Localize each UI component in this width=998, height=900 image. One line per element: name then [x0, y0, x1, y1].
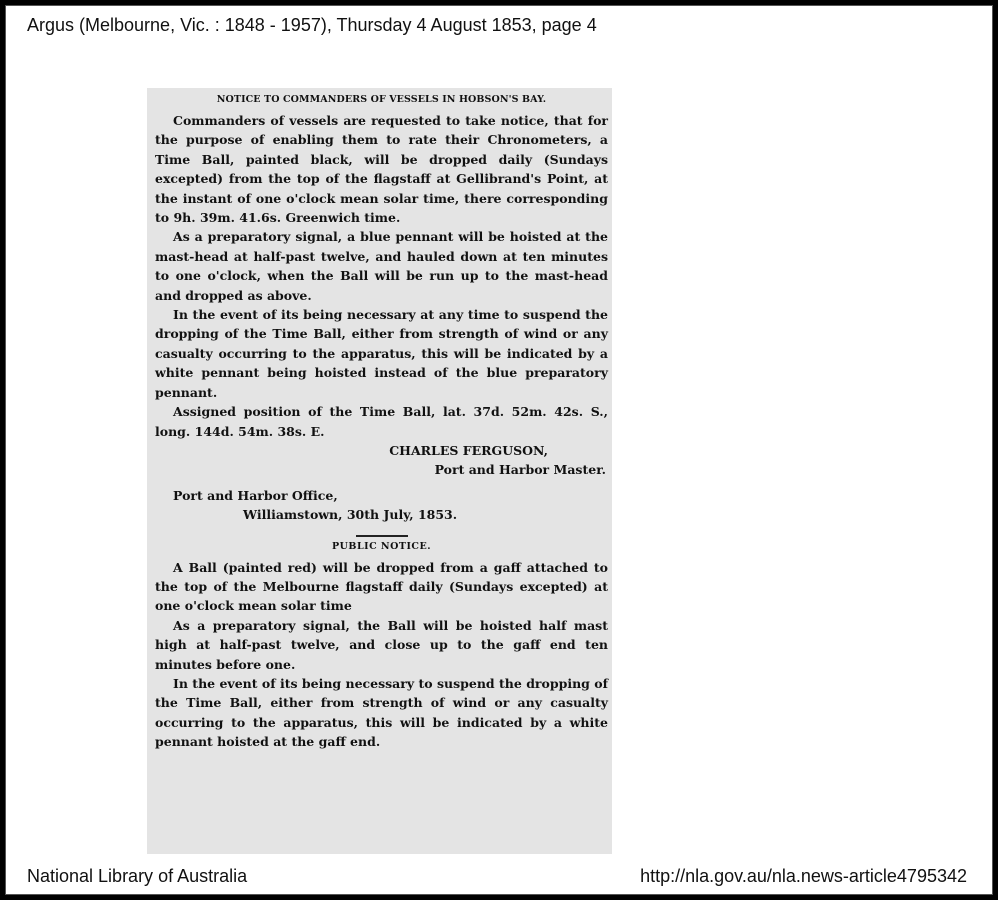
library-name: National Library of Australia — [27, 866, 248, 886]
office-line: Port and Harbor Office, — [173, 487, 338, 503]
signature-title: Port and Harbor Master. — [434, 462, 606, 478]
article-url: http://nla.gov.au/nla.news-article4795342 — [640, 866, 967, 886]
newspaper-clipping — [147, 88, 612, 854]
article2-title: PUBLIC NOTICE. — [331, 540, 432, 552]
article2-paragraph: A Ball (painted red) will be dropped from a gaff attached to the top of the Melbourne flagstaff daily (Sundays excepted) at one o'clock mean solar time — [155, 559, 608, 614]
article-title: NOTICE TO COMMANDERS OF VESSELS IN HOBSON'S BAY. — [216, 94, 547, 105]
signature-name: CHARLES FERGUSON, — [389, 442, 548, 458]
article-paragraph: In the event of its being necessary at any time to suspend the dropping of the Time Ball, either from strength of wind or any casualty occurring to the apparatus, this will be indicated by a white pennant being hoisted instead of the blue preparatory pennant. — [155, 307, 608, 400]
divider-rule — [356, 535, 408, 537]
article-paragraph: Commanders of vessels are requested to take notice, that for the purpose of enabling them to rate their Chronometers, a Time Ball, painted black, will be dropped daily (Sundays excepted) from the top of the flagstaff at Gellibrand's Point, at the instant of one o'clock mean solar time, there corresponding to 9h. 39m. 41.6s. Greenwich time. — [155, 113, 608, 226]
page-frame — [5, 5, 993, 895]
article2-paragraph: As a preparatory signal, the Ball will be hoisted half mast high at half-past twelve, and close up to the gaff end ten minutes before one. — [155, 617, 608, 672]
office-date-line: Williamstown, 30th July, 1853. — [243, 507, 458, 523]
article-paragraph: Assigned position of the Time Ball, lat. 37d. 52m. 42s. S., long. 144d. 54m. 38s. E. — [155, 404, 608, 439]
citation-header: Argus (Melbourne, Vic. : 1848 - 1957), Thursday 4 August 1853, page 4 — [27, 15, 597, 35]
article2-paragraph: In the event of its being necessary to suspend the dropping of the Time Ball, either from strength of wind or any casualty occurring to the apparatus, this will be indicated by a white pennant hoisted at the gaff end. — [155, 675, 608, 750]
article-paragraph: As a preparatory signal, a blue pennant will be hoisted at the mast-head at half-past twelve, and hauled down at ten minutes to one o'clock, when the Ball will be run up to the mast-head and dropped as above. — [155, 229, 608, 303]
